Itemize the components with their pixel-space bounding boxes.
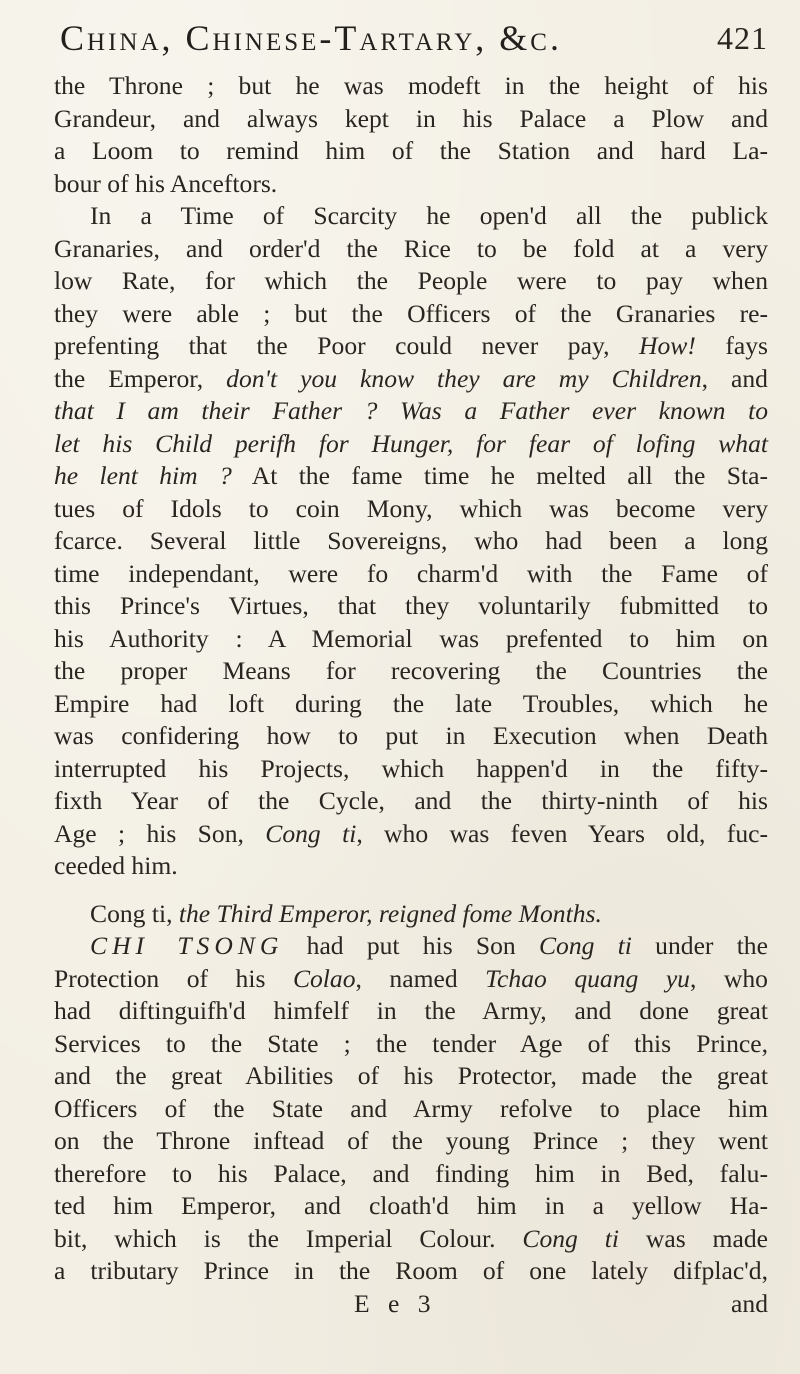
- text-line: fcarce. Several little Sovereigns, who had been a long: [54, 526, 768, 555]
- text-line: a Loom to remind him of the Station and hard La-: [54, 136, 768, 165]
- body-text: [54, 70, 768, 1320]
- italic-segment: Cong ti: [538, 931, 632, 960]
- text-line: was confidering how to put in Execution when Death: [54, 721, 768, 750]
- text-line: ceeded him.: [54, 851, 178, 880]
- text-segment: At the fame time he melted all the Sta-: [251, 461, 768, 490]
- text-segment: Age ; his Son,: [54, 818, 244, 848]
- text-segment: had put his Son: [306, 931, 516, 960]
- running-title: China, Chinese-Tartary, &c.: [60, 18, 562, 58]
- section-name: Cong ti,: [90, 898, 173, 928]
- text-line: fixth Year of the Cycle, and the thirty-ninth of his: [54, 786, 768, 815]
- text-segment: bit, which is the Imperial Colour.: [54, 1223, 496, 1253]
- text-segment: the Emperor,: [54, 363, 204, 393]
- text-line: time independant, were fo charm'd with the Fame of: [54, 558, 768, 588]
- section-heading: [54, 898, 768, 931]
- text-line: on the Throne inftead of the young Prince ; they went: [54, 1126, 768, 1155]
- emperor-name: CHI TSONG: [90, 931, 284, 960]
- text-segment: , who was feven Years old, fuc-: [356, 818, 769, 848]
- signature-mark: E e 3: [354, 1288, 437, 1318]
- text-line: they were able ; but the Officers of the Granaries re-: [54, 298, 768, 328]
- text-line: Services to the State ; the tender Age of this Prince,: [54, 1028, 768, 1058]
- italic-segment: How!: [639, 331, 696, 360]
- text-line: [54, 330, 768, 363]
- paragraph-1: [54, 70, 768, 200]
- text-line: the Throne ; but he was modeft in the height of his: [54, 71, 768, 100]
- text-line: [54, 395, 768, 428]
- text-line: [54, 460, 768, 493]
- text-line: his Authority : A Memorial was prefented to him on: [54, 623, 768, 653]
- text-line: had diftinguifh'd himfelf in the Army, and done great: [54, 996, 768, 1025]
- text-line: Grandeur, and always kept in his Palace a Plow and: [54, 103, 768, 133]
- italic-segment: Cong ti: [522, 1223, 619, 1253]
- text-line: Granaries, and order'd the Rice to be fold at a very: [54, 233, 768, 263]
- page-number: 421: [717, 19, 768, 56]
- italic-segment: he lent him ?: [54, 461, 232, 490]
- text-line: [54, 428, 768, 461]
- text-line: ted him Emperor, and cloath'd him in a yellow Ha-: [54, 1191, 768, 1220]
- italic-segment: Cong ti: [265, 818, 357, 848]
- text-line: this Prince's Virtues, that they voluntarily fubmitted to: [54, 591, 768, 620]
- text-line: therefore to his Palace, and finding him in Bed, falu-: [54, 1158, 768, 1188]
- page-footer: [54, 1288, 768, 1321]
- running-head: [54, 8, 768, 68]
- text-line: and the great Abilities of his Protector, made the great: [54, 1061, 768, 1090]
- italic-segment: don't you know they are my Children: [226, 363, 702, 393]
- text-segment: , who: [689, 963, 768, 993]
- text-line: [54, 963, 768, 996]
- text-segment: under the: [655, 931, 768, 960]
- text-line: Empire had loft during the late Troubles, which he: [54, 688, 768, 718]
- text-line: [54, 363, 768, 396]
- text-segment: , and: [701, 363, 768, 393]
- italic-segment: let his Child perifh for Hunger, for fear of lofing what: [54, 428, 768, 458]
- text-line: In a Time of Scarcity he open'd all the publick: [90, 201, 768, 230]
- paragraph-3: [54, 930, 768, 1288]
- italic-segment: that I am their Father ? Was a Father ever known to: [54, 396, 768, 425]
- text-line: tues of Idols to coin Mony, which was become very: [54, 493, 768, 523]
- text-line: interrupted his Projects, which happen'd in the fifty-: [54, 753, 768, 783]
- text-line: the proper Means for recovering the Countries the: [54, 656, 768, 685]
- catchword: and: [731, 1288, 768, 1318]
- text-line: low Rate, for which the People were to pay when: [54, 266, 768, 295]
- section-subtitle: the Third Emperor, reigned fome Months.: [178, 898, 602, 928]
- text-segment: was made: [645, 1223, 768, 1253]
- text-line: a tributary Prince in the Room of one lately difplac'd,: [54, 1256, 768, 1285]
- text-line: [54, 930, 768, 963]
- text-segment: prefenting that the Poor could never pay,: [54, 331, 610, 360]
- italic-segment: Colao: [292, 963, 356, 993]
- text-line: Officers of the State and Army refolve to place him: [54, 1093, 768, 1123]
- italic-segment: Tchao quang yu: [485, 963, 690, 993]
- text-line: bour of his Anceftors.: [54, 168, 278, 198]
- text-segment: , named: [355, 963, 458, 993]
- paragraph-2: [54, 200, 768, 883]
- text-line: [54, 1223, 768, 1256]
- text-line: [54, 818, 768, 851]
- text-segment: Protection of his: [54, 963, 266, 993]
- text-segment: fays: [725, 331, 769, 360]
